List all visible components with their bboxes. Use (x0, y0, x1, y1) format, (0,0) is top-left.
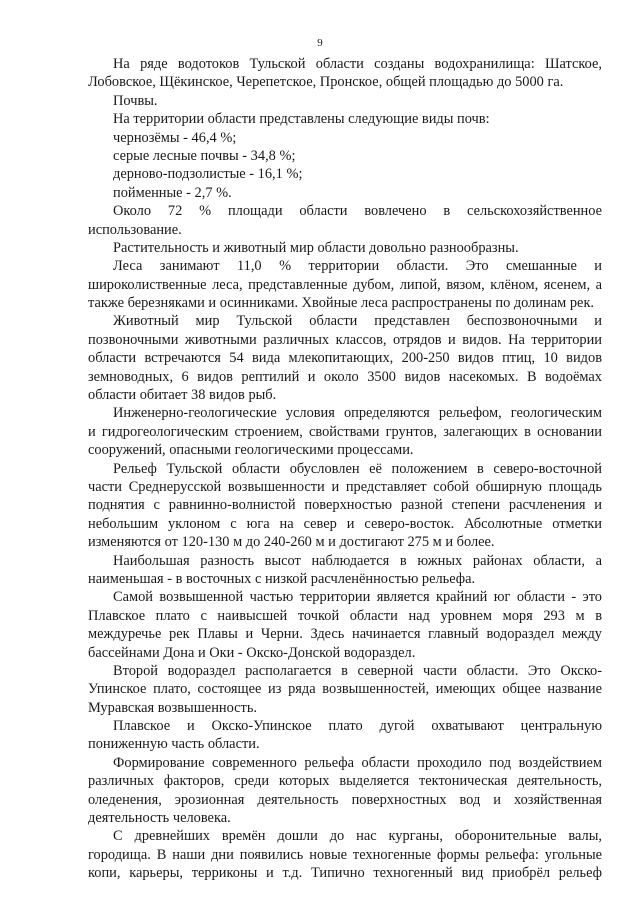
text-line: Животный мир Тульской области представлен беспозвоночными и (113, 313, 602, 330)
text-line: области обитает 38 видов рыб. (88, 387, 277, 404)
text-line: серые лесные почвы - 34,8 %; (113, 147, 296, 164)
text-line: земноводных, 6 видов рептилий и около 3500 видов насекомых. В водоёмах (88, 368, 602, 385)
paragraph (88, 827, 602, 882)
page-number: 9 (317, 37, 323, 49)
text-line: Растительность и животный мир области довольно разнообразны. (113, 239, 519, 256)
text-line: междуречье рек Плавы и Черни. Здесь начинается главный водораздел между (88, 626, 602, 643)
paragraph (88, 165, 602, 183)
paragraph (88, 202, 602, 239)
text-line: Муравская возвышенность. (88, 699, 257, 716)
paragraph (88, 552, 602, 589)
paragraph (88, 129, 602, 147)
text-line: бассейнами Дона и Оки - Окско-Донской водораздел. (88, 644, 416, 661)
text-line: Леса занимают 11,0 % территории области. Это смешанные и (113, 258, 602, 275)
text-line: небольшим уклоном с юга на север и северо-восток. Абсолютные отметки (88, 515, 602, 532)
text-line: наименьшая - в восточных с низкой расчленённостью рельефа. (88, 570, 476, 587)
text-line: чернозёмы - 46,4 %; (113, 129, 237, 146)
text-line: изменяются от 120-130 м до 240-260 м и достигают 275 м и более. (88, 534, 495, 551)
paragraph (88, 184, 602, 202)
paragraph (88, 92, 602, 110)
text-line: Формирование современного рельефа области проходило под воздействием (113, 754, 602, 771)
text-line: Плавское и Окско-Упинское плато дугой охватывают центральную (113, 718, 602, 735)
text-line: С древнейших времён дошли до нас курганы, оборонительные валы, (113, 828, 602, 845)
text-line: Самой возвышенной частью территории является крайний юг области - это (113, 589, 602, 606)
text-line: Упинское плато, состоящее из ряда возвышенностей, имеющих общее название (88, 681, 602, 698)
paragraph (88, 55, 602, 92)
text-line: На территории области представлены следующие виды почв: (113, 111, 490, 128)
paragraph (88, 257, 602, 312)
text-line: Плавское плато с наивысшей точкой области над уровнем моря 293 м в (88, 607, 602, 624)
paragraph (88, 460, 602, 552)
text-line: пониженную часть области. (88, 736, 260, 753)
text-line: части Среднерусской возвышенности и представляет собой обширную площадь (88, 478, 602, 495)
text-line: Второй водораздел располагается в северной части области. Это Окско- (113, 662, 602, 679)
text-line: и гидрогеологическим строением, свойствами грунтов, залегающих в основании (88, 423, 602, 440)
paragraph (88, 147, 602, 165)
paragraph (88, 662, 602, 717)
paragraph (88, 312, 602, 404)
text-line: позвоночными животными различных классов, отрядов и видов. На территории (88, 331, 602, 348)
paragraph (88, 588, 602, 662)
text-line: копи, карьеры, терриконы и т.д. Типично техногенный вид приобрёл рельеф (88, 865, 602, 882)
paragraph (88, 717, 602, 754)
text-line: Рельеф Тульской области обусловлен её положением в северо-восточной (113, 460, 602, 477)
paragraph (88, 754, 602, 828)
text-line: оледенения, эрозионная деятельность поверхностных вод и хозяйственная (88, 791, 602, 808)
paragraph (88, 404, 602, 459)
paragraph (88, 239, 602, 257)
text-line: городища. В наши дни появились новые техногенные формы рельефа: угольные (88, 846, 602, 863)
body-text (88, 55, 602, 883)
text-line: Около 72 % площади области вовлечено в сельскохозяйственное (113, 203, 602, 220)
text-line: использование. (88, 221, 182, 238)
text-line: Инженерно-геологические условия определяются рельефом, геологическим (113, 405, 602, 422)
text-line: широколиственные леса, представленные дубом, липой, вязом, клёном, ясенем, а (88, 276, 602, 293)
text-line: Наибольшая разность высот наблюдается в южных районах области, а (113, 552, 602, 569)
text-line: Почвы. (113, 92, 158, 109)
text-line: На ряде водотоков Тульской области созданы водохранилища: Шатское, (113, 56, 602, 72)
text-line: различных факторов, среди которых выделяется тектоническая деятельность, (88, 773, 602, 790)
text-line: также березняками и осинниками. Хвойные леса распространены по долинам рек. (88, 295, 595, 312)
text-line: поднятия с равнинно-волнистой поверхностью разной степени расчленения и (88, 497, 602, 514)
text-line: Лобовское, Щёкинское, Черепетское, Пронское, общей площадью до 5000 га. (88, 74, 564, 91)
paragraph (88, 110, 602, 128)
text-line: пойменные - 2,7 %. (113, 184, 232, 201)
text-line: дерново-подзолистые - 16,1 %; (113, 166, 303, 183)
text-line: области встречаются 54 вида млекопитающих, 200-250 видов птиц, 10 видов (88, 350, 602, 367)
text-line: деятельность человека. (88, 810, 231, 827)
text-line: сооружений, опасными геологическими процессами. (88, 442, 414, 459)
